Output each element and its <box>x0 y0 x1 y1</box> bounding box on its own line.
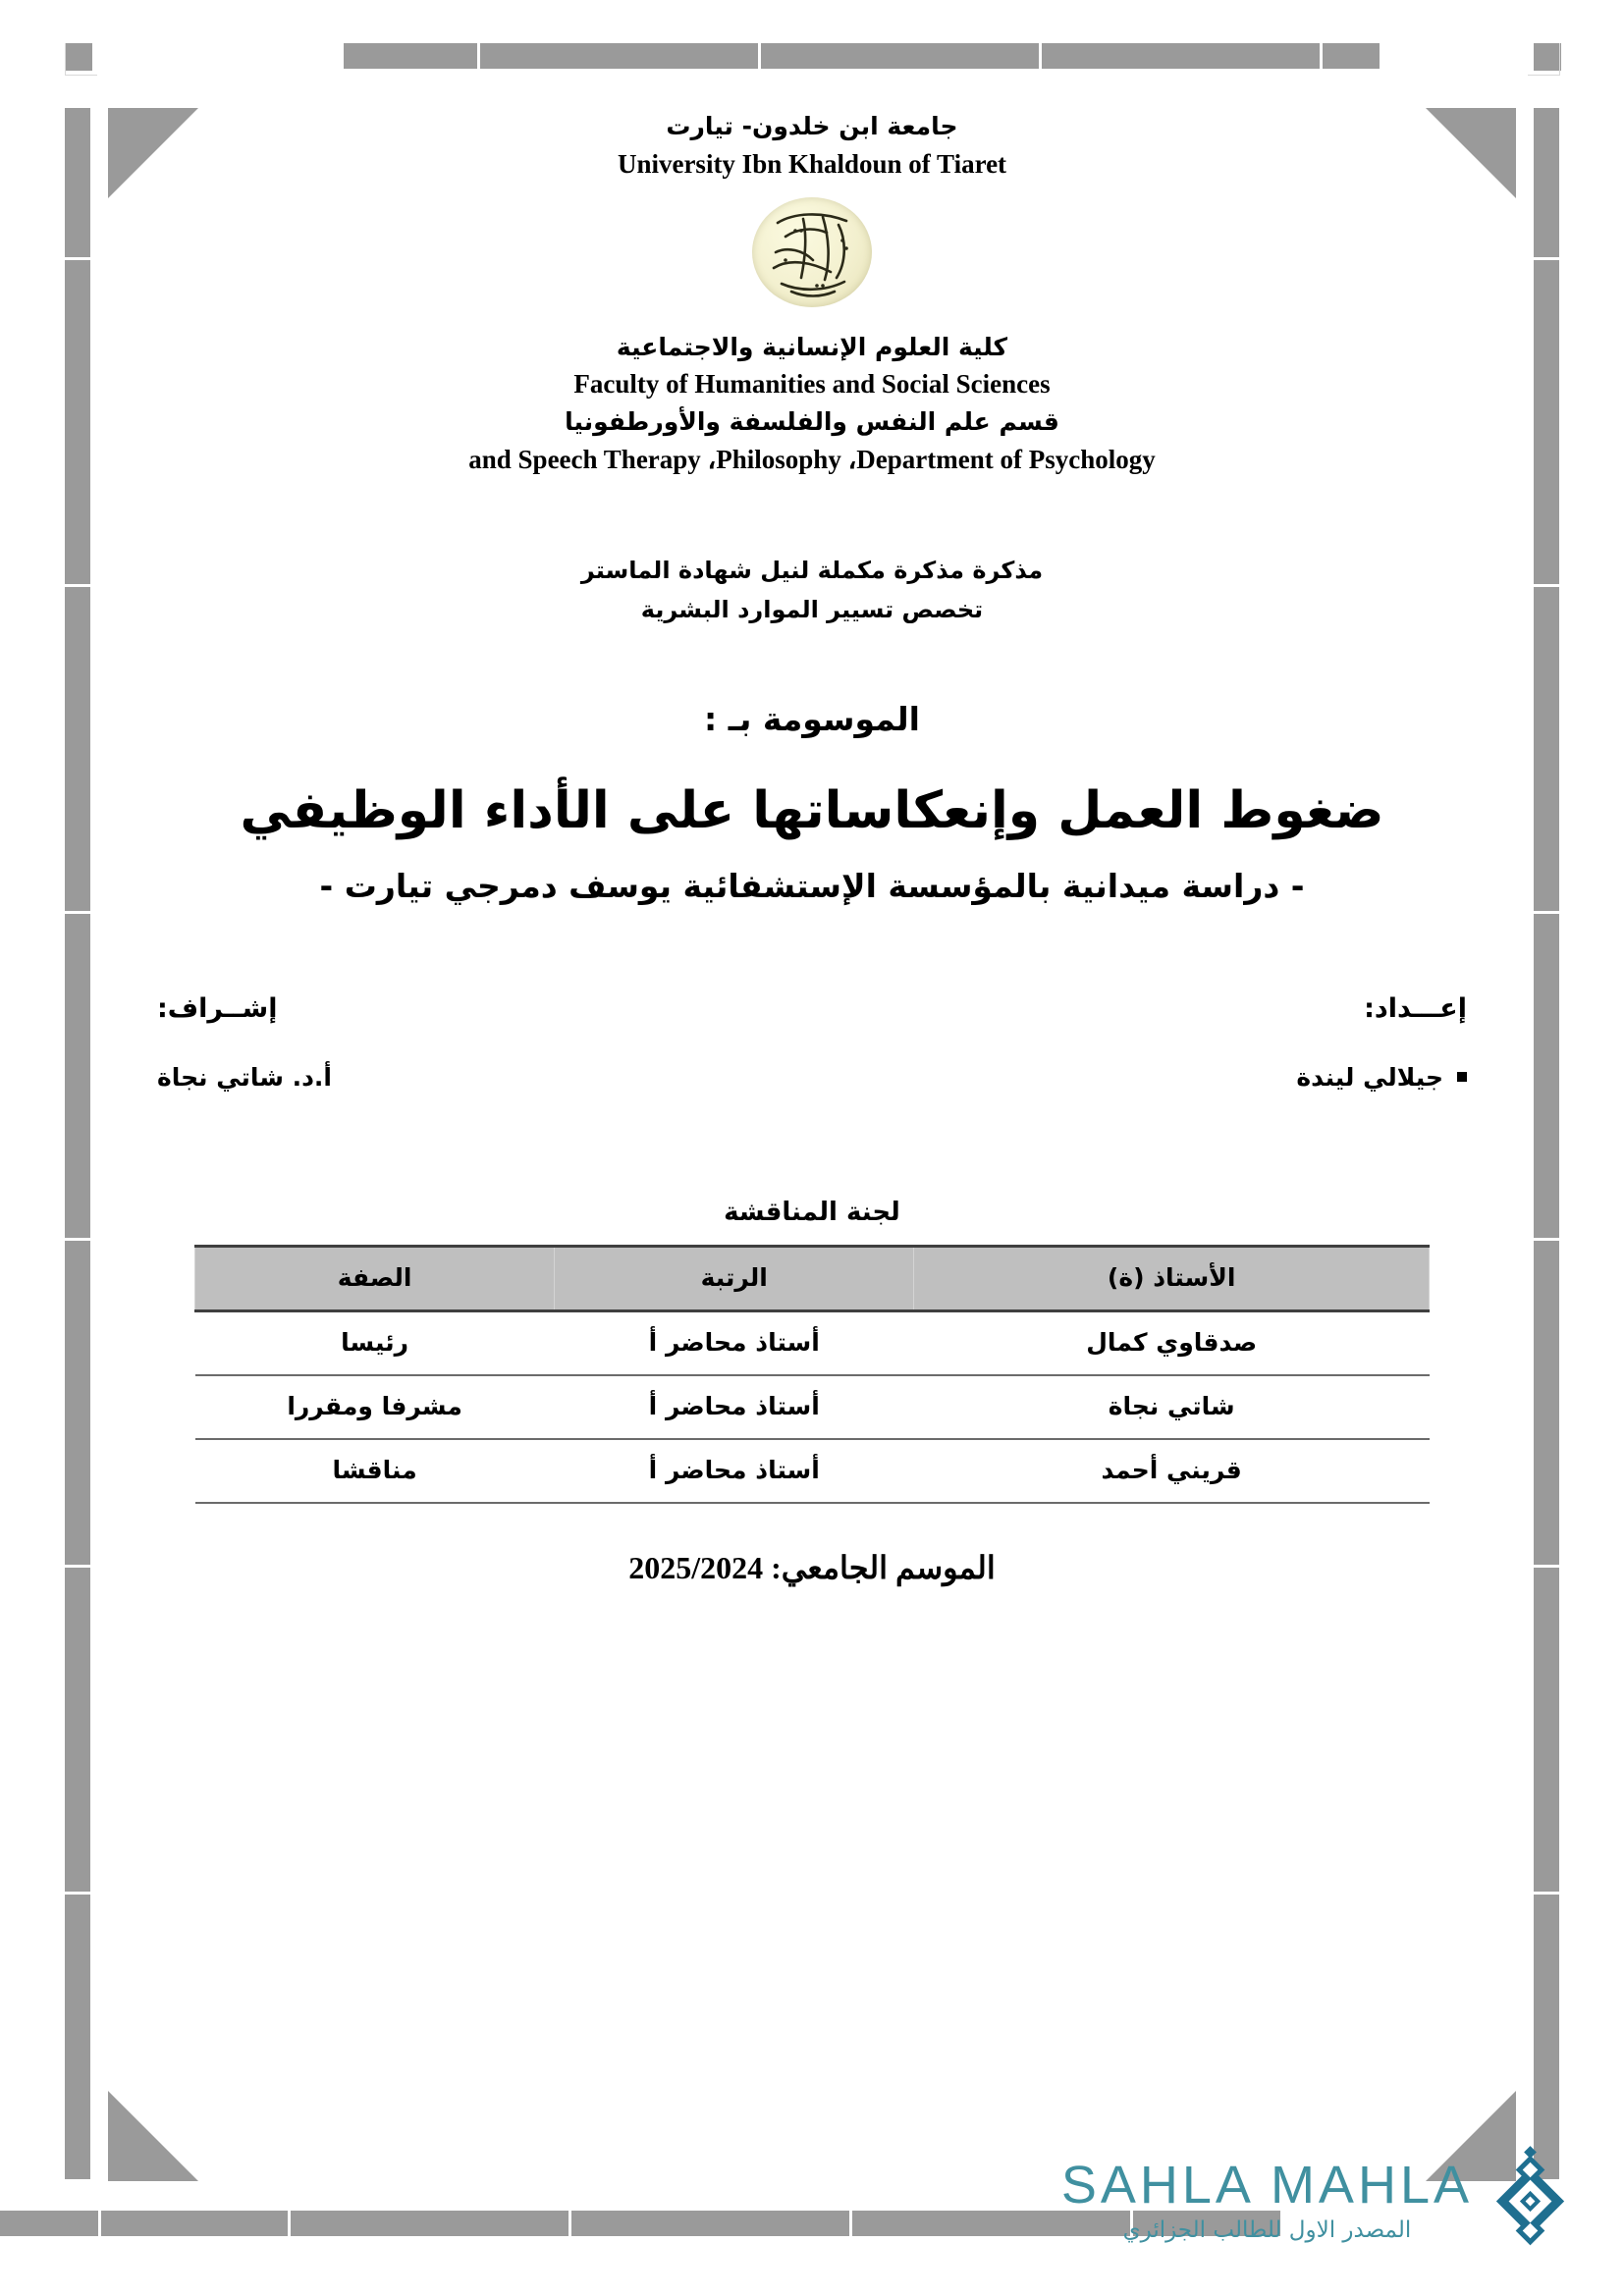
frame-segment-right-6 <box>1534 1568 1559 1892</box>
frame-segment-bottom-3 <box>571 2211 849 2236</box>
frame-segment-bottom-0 <box>0 2211 98 2236</box>
table-row <box>195 1439 1430 1503</box>
jury-cell-rank: أستاذ محاضر أ <box>555 1375 914 1439</box>
frame-hairline-tl <box>65 43 97 76</box>
thesis-type-line-1: مذكرة مذكرة مكملة لنيل شهادة الماستر <box>580 556 1044 584</box>
frame-segment-left-4 <box>65 914 90 1238</box>
author-name-row <box>855 1063 1467 1092</box>
frame-segment-right-4 <box>1534 914 1559 1238</box>
watermark-text-block <box>1060 2155 1473 2243</box>
cover-content <box>147 108 1477 1586</box>
jury-cell-role: مناقشا <box>195 1439 555 1503</box>
faculty-name-arabic: كلية العلوم الإنسانية والاجتماعية <box>616 332 1008 361</box>
watermark-tagline: المصدر الاول للطالب الجزائري <box>1122 2216 1412 2243</box>
watermark-brand: SAHLA MAHLA <box>1060 2155 1473 2215</box>
university-name-english: University Ibn Khaldoun of Tiaret <box>617 148 1007 179</box>
table-row <box>195 1375 1430 1439</box>
university-seal-logo-wrap <box>147 197 1477 307</box>
jury-section-title: لجنة المناقشة <box>724 1197 900 1227</box>
table-row <box>195 1310 1430 1375</box>
frame-segment-top-1 <box>344 43 477 69</box>
author-name: جيلالي ليندة <box>1296 1062 1443 1092</box>
university-seal-logo <box>752 197 872 307</box>
jury-table-head <box>195 1246 1430 1310</box>
frame-segment-right-3 <box>1534 587 1559 911</box>
frame-segment-top-3 <box>761 43 1039 69</box>
jury-table <box>194 1245 1430 1504</box>
frame-segment-top-5 <box>1323 43 1380 69</box>
frame-segment-bottom-1 <box>101 2211 288 2236</box>
frame-segment-right-5 <box>1534 1241 1559 1565</box>
jury-column-header-name: الأستاذ (ة) <box>914 1246 1430 1310</box>
jury-cell-role: مشرفا ومقررا <box>195 1375 555 1439</box>
thesis-subtitle: - دراسة ميدانية بالمؤسسة الإستشفائية يوسف دمرجي تيارت - <box>319 867 1305 906</box>
thesis-specialty-line: تخصص تسيير الموارد البشرية <box>640 595 984 623</box>
square-bullet-icon <box>1457 1072 1467 1082</box>
author-supervisor-block <box>147 993 1477 1092</box>
jury-column-header-rank: الرتبة <box>555 1246 914 1310</box>
frame-segment-left-2 <box>65 260 90 584</box>
frame-segment-right-2 <box>1534 260 1559 584</box>
spacer-after-department <box>147 479 1477 552</box>
academic-year: الموسم الجامعي: 2025/2024 <box>628 1549 996 1585</box>
jury-cell-rank: أستاذ محاضر أ <box>555 1439 914 1503</box>
faculty-name-english: Faculty of Humanities and Social Sciences <box>573 369 1051 400</box>
frame-segment-left-7 <box>65 1895 90 2179</box>
frame-segment-right-7 <box>1534 1895 1559 2179</box>
sahla-mahla-diamond-logo <box>1483 2146 1577 2255</box>
jury-table-body <box>195 1310 1430 1503</box>
author-label: إعـــداد: <box>1364 992 1467 1024</box>
department-name-arabic: قسم علم النفس والفلسفة والأورطفونيا <box>565 407 1059 437</box>
jury-column-header-role: الصفة <box>195 1246 555 1310</box>
jury-cell-name: شاتي نجاة <box>914 1375 1430 1439</box>
marked-by-label: الموسومة بـ : <box>704 700 920 739</box>
frame-hairline-tr <box>1528 43 1560 76</box>
sahla-mahla-watermark <box>1061 2146 1577 2255</box>
frame-segment-left-5 <box>65 1241 90 1565</box>
frame-segment-top-4 <box>1042 43 1320 69</box>
frame-segment-top-2 <box>480 43 758 69</box>
supervisor-column <box>147 993 769 1092</box>
frame-segment-bottom-2 <box>291 2211 568 2236</box>
jury-header-row <box>195 1246 1430 1310</box>
jury-cell-name: قريني أحمد <box>914 1439 1430 1503</box>
author-column <box>855 993 1477 1092</box>
department-name-english: and Speech Therapy ،Philosophy ،Department of Psychology <box>468 444 1156 474</box>
frame-corner-triangle-bl <box>108 2091 198 2181</box>
jury-cell-rank: أستاذ محاضر أ <box>555 1310 914 1375</box>
frame-segment-left-3 <box>65 587 90 911</box>
university-name-arabic: جامعة ابن خلدون- تيارت <box>666 112 958 140</box>
thesis-title: ضغوط العمل وإنعكاساتها على الأداء الوظيفي <box>240 781 1384 841</box>
jury-cell-name: صدقاوي كمال <box>914 1310 1430 1375</box>
frame-segment-left-6 <box>65 1568 90 1892</box>
frame-segment-right-1 <box>1534 108 1559 257</box>
frame-segment-left-1 <box>65 108 90 257</box>
supervisor-label: إشــراف: <box>157 992 278 1024</box>
jury-cell-role: رئيسا <box>195 1310 555 1375</box>
supervisor-name: أ.د. شاتي نجاة <box>157 1062 333 1092</box>
